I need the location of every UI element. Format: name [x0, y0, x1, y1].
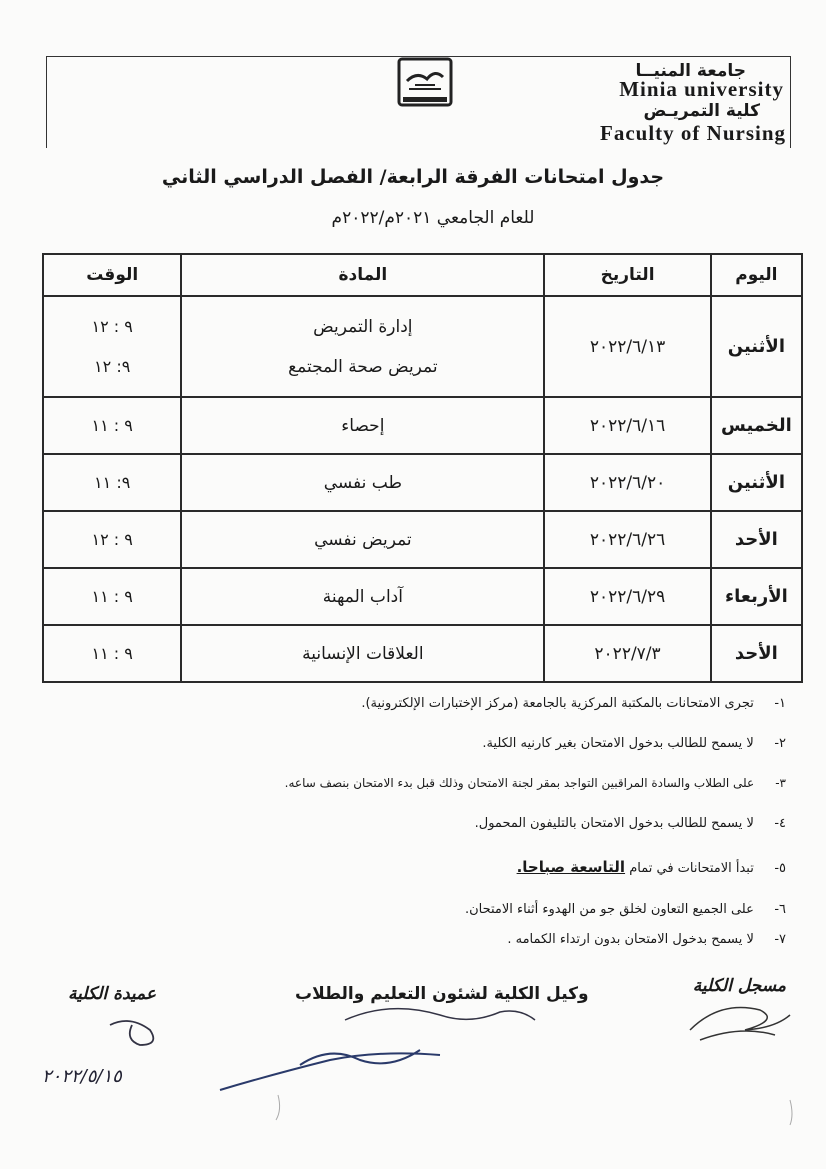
time-range: ٩ : ١٢	[91, 316, 133, 336]
faculty-name-en: Faculty of Nursing	[600, 121, 786, 145]
note-text: لا يسمح بدخول الامتحان بدون ارتداء الكمامه .	[507, 932, 754, 947]
row-date: ٢٠٢٢/٦/٢٩	[544, 568, 710, 625]
header-subject: المادة	[181, 254, 544, 296]
header-time: الوقت	[43, 254, 181, 296]
row-time: ٩ : ١١	[43, 625, 181, 682]
note-text: على الجميع التعاون لخلق جو من الهدوء أثناء الامتحان.	[464, 902, 754, 917]
row-date: ٢٠٢٢/٦/٢٦	[544, 511, 710, 568]
dean-signature-date: ٢٠٢٢/٥/١٥	[42, 1066, 122, 1087]
dean-title: عميدة الكلية	[68, 984, 157, 1004]
row-day: الأحد	[711, 625, 802, 682]
note-number: ٥-	[774, 861, 786, 876]
header-date: التاريخ	[544, 254, 710, 296]
note-number: ١-	[774, 696, 786, 711]
row-subject: آداب المهنة	[181, 568, 544, 625]
note-number: ٢-	[774, 736, 786, 751]
row-date: ٢٠٢٢/٦/١٦	[544, 397, 710, 454]
row-subject: تمريض نفسي	[181, 511, 544, 568]
note-emphasis: التاسعة صباحا.	[516, 858, 626, 876]
note-number: ٣-	[775, 776, 786, 790]
schedule-title: جدول امتحانات الفرقة الرابعة/ الفصل الدراسي الثاني	[161, 166, 665, 188]
academic-year: للعام الجامعي ٢٠٢١م/٢٠٢٢م	[331, 208, 535, 228]
row-day: الأربعاء	[711, 568, 802, 625]
university-name-en: Minia university	[619, 77, 784, 101]
row-date: ٢٠٢٢/٦/١٣	[544, 296, 710, 397]
row-day: الأثنين	[711, 296, 802, 397]
note-text: لا يسمح للطالب بدخول الامتحان بالتليفون المحمول.	[474, 816, 754, 831]
vice-dean-title: وكيل الكلية لشئون التعليم والطلاب	[295, 984, 589, 1004]
subject-name: تمريض صحة المجتمع	[288, 356, 438, 377]
row-date: ٢٠٢٢/٦/٢٠	[544, 454, 710, 511]
time-range: ٩: ١٢	[94, 356, 131, 376]
row-time: ٩ : ١١	[43, 397, 181, 454]
note-text: لا يسمح للطالب بدخول الامتحان بغير كارنيه الكلية.	[482, 736, 754, 751]
row-day: الأحد	[711, 511, 802, 568]
row-subject: العلاقات الإنسانية	[181, 625, 544, 682]
note-text: على الطلاب والسادة المراقبين التواجد بمقر لجنة الامتحان وذلك قبل بدء الامتحان بنصف ساعه.	[284, 776, 755, 790]
row-subject: طب نفسي	[181, 454, 544, 511]
note-number: ٧-	[774, 932, 786, 947]
row-day: الأثنين	[711, 454, 802, 511]
row-day: الخميس	[711, 397, 802, 454]
subject-name: إدارة التمريض	[313, 316, 413, 337]
faculty-name-ar: كلية التمريـض	[643, 101, 760, 121]
registrar-title: مسجل الكلية	[692, 976, 786, 996]
row-time: ٩ : ١١	[43, 568, 181, 625]
header-day: اليوم	[711, 254, 802, 296]
row-time: ٩ : ١٢	[43, 511, 181, 568]
row-date: ٢٠٢٢/٧/٣	[544, 625, 710, 682]
note-text: تجرى الامتحانات بالمكتبة المركزية بالجامعة (مركز الإختبارات الإلكترونية).	[361, 696, 754, 711]
university-name-ar: جامعة المنيــا	[635, 61, 746, 81]
note-text: تبدأ الامتحانات في تمام	[629, 861, 754, 876]
row-subject: إحصاء	[181, 397, 544, 454]
note-number: ٤-	[774, 816, 786, 831]
note-number: ٦-	[774, 902, 786, 917]
row-time: ٩: ١١	[43, 454, 181, 511]
